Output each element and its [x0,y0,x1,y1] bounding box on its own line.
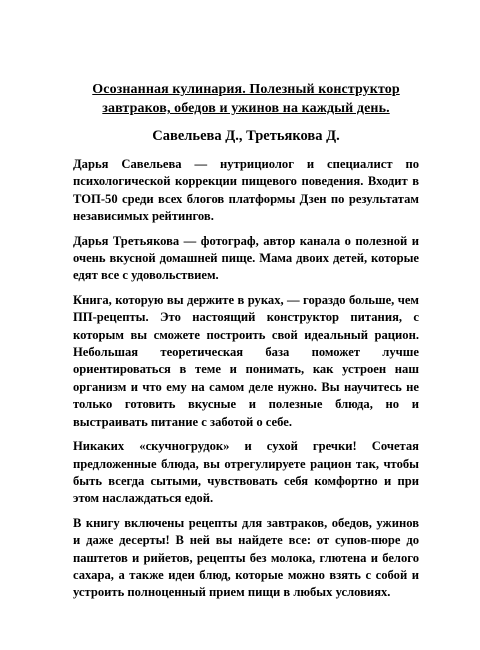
paragraph-author-1-bio: Дарья Савельева — нутрициолог и специалист по психологической коррекции пищевого поведения. Входит в ТОП-50 среди всех блогов платформы Дзен по результатам независимых рейтингов. [73,157,419,224]
book-authors: Савельева Д., Третьякова Д. [152,128,340,144]
paragraph-no-boring-food: Никаких «скучногрудок» и сухой гречки! Сочетая предложенные блюда, вы отрегулируете рацион так, чтобы быть всегда сытыми, чувствовать себя комфортно и при этом наслаждаться едой. [73,439,419,506]
paragraph-recipes-included: В книгу включены рецепты для завтраков, обедов, ужинов и даже десерты! В ней вы найдете все: от супов-пюре до паштетов и рийетов, рецепты без молока, глютена и белого сахара, а также идеи блюд, которые можно взять с собой и устроить полноценный прием пищи в любых условиях. [73,515,419,600]
paragraph-author-2-bio: Дарья Третьякова — фотограф, автор канала о полезной и очень вкусной домашней пище. Мама двоих детей, которые едят все с удовольствием. [73,233,419,283]
book-title: Осознанная кулинария. Полезный конструктор завтраков, обедов и ужинов на каждый день. [92,82,400,116]
document-page [73,80,419,609]
paragraph-book-description: Книга, которую вы держите в руках, — гораздо больше, чем ПП-рецепты. Это настоящий конструктор питания, с которым вы сможете построить свой идеальный рацион. Небольшая теоретическая база поможет лучше ориентироваться в теме и понимать, как устроен наш организм и что ему на самом деле нужно. Вы научитесь не только готовить вкусные и полезные блюда, но и выстраивать питание с заботой о себе. [73,292,419,429]
